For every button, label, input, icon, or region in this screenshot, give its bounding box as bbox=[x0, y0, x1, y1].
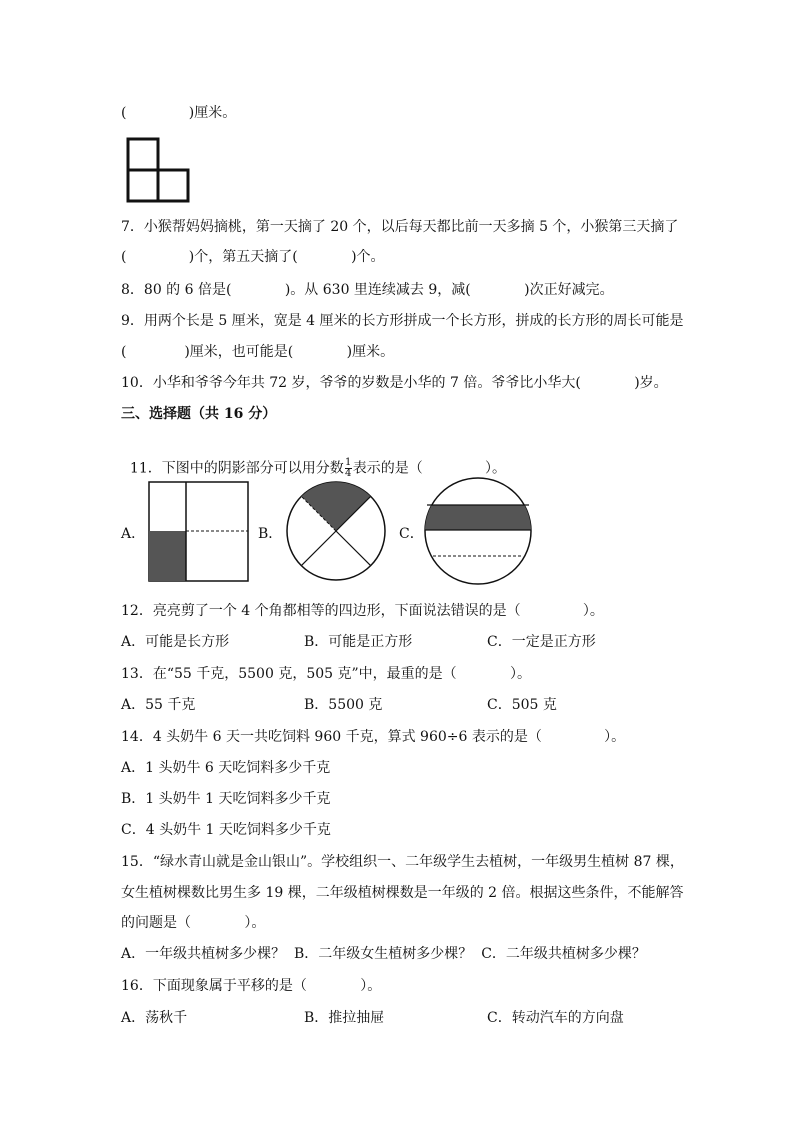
q14-option-c: C．4 头奶牛 1 天吃饲料多少千克 bbox=[121, 822, 331, 838]
fraction-numerator: 1 bbox=[345, 457, 352, 468]
q10: 10．小华和爷爷今年共 72 岁，爷爷的岁数是小华的 7 倍。爷爷比小华大( )岁。 bbox=[121, 375, 668, 391]
fraction-denominator: 4 bbox=[345, 468, 352, 479]
q11-figure-square bbox=[148, 481, 250, 583]
q13-option-a: A．55 千克 bbox=[121, 697, 196, 713]
q12-option-a: A．可能是长方形 bbox=[121, 634, 230, 650]
q13: 13．在“55 千克，5500 克，505 克”中，最重的是（ ）。 bbox=[121, 666, 532, 682]
q11-figure-circle-sector bbox=[285, 480, 387, 582]
q8: 8．80 的 6 倍是( )。从 630 里连续减去 9，减( )次正好减完。 bbox=[121, 282, 614, 298]
q9-line2: ( )厘米，也可能是( )厘米。 bbox=[121, 344, 395, 360]
q11 bbox=[121, 438, 506, 479]
q14: 14．4 头奶牛 6 天一共吃饲料 960 千克，算式 960÷6 表示的是（ ）。 bbox=[121, 729, 626, 745]
q16-option-a: A．荡秋千 bbox=[121, 1010, 188, 1026]
q15-line1: 15．“绿水青山就是金山银山”。学校组织一、二年级学生去植树，一年级男生植树 87 棵， bbox=[121, 854, 684, 870]
q11-figure-circle-band bbox=[423, 476, 533, 586]
q12-option-b: B．可能是正方形 bbox=[304, 634, 413, 650]
q15-line3: 的问题是（ ）。 bbox=[121, 915, 266, 931]
q16-option-b: B．推拉抽屉 bbox=[304, 1010, 385, 1026]
q16: 16．下面现象属于平移的是（ ）。 bbox=[121, 978, 382, 994]
q16-option-c: C．转动汽车的方向盘 bbox=[487, 1010, 624, 1026]
q7-line1: 7．小猴帮妈妈摘桃，第一天摘了 20 个，以后每天都比前一天多摘 5 个，小猴第三天摘了 bbox=[121, 219, 679, 235]
q13-option-c: C．505 克 bbox=[487, 697, 557, 713]
q11-prefix: 11．下图中的阴影部分可以用分数 bbox=[129, 460, 344, 477]
q11-suffix: 表示的是（ ）。 bbox=[352, 460, 507, 477]
q15-line2: 女生植树棵数比男生多 19 棵，二年级植树棵数是一年级的 2 倍。根据这些条件，不能解答 bbox=[121, 885, 684, 901]
q14-option-b: B．1 头奶牛 1 天吃饲料多少千克 bbox=[121, 791, 331, 807]
q12: 12．亮亮剪了一个 4 个角都相等的四边形，下面说法错误的是（ ）。 bbox=[121, 603, 604, 619]
section-title-choice: 三、选择题（共 16 分） bbox=[121, 406, 277, 422]
q15-options: A．一年级共植树多少棵？ B．二年级女生植树多少棵？ C．二年级共植树多少棵？ bbox=[121, 946, 646, 962]
q12-option-c: C．一定是正方形 bbox=[487, 634, 596, 650]
q13-option-b: B．5500 克 bbox=[304, 697, 383, 713]
q11-option-a-label: A． bbox=[121, 526, 146, 542]
q9-line1: 9．用两个长是 5 厘米，宽是 4 厘米的长方形拼成一个长方形，拼成的长方形的周长可能是 bbox=[121, 313, 684, 329]
q11-option-b-label: B． bbox=[258, 526, 283, 542]
square-blocks-figure bbox=[124, 136, 194, 206]
fraction-one-quarter bbox=[345, 458, 352, 479]
q6-tail: ( )厘米。 bbox=[121, 105, 237, 121]
q14-option-a: A．1 头奶牛 6 天吃饲料多少千克 bbox=[121, 760, 331, 776]
q11-option-c-label: C． bbox=[399, 526, 424, 542]
q7-line2: ( )个，第五天摘了( )个。 bbox=[121, 249, 385, 265]
